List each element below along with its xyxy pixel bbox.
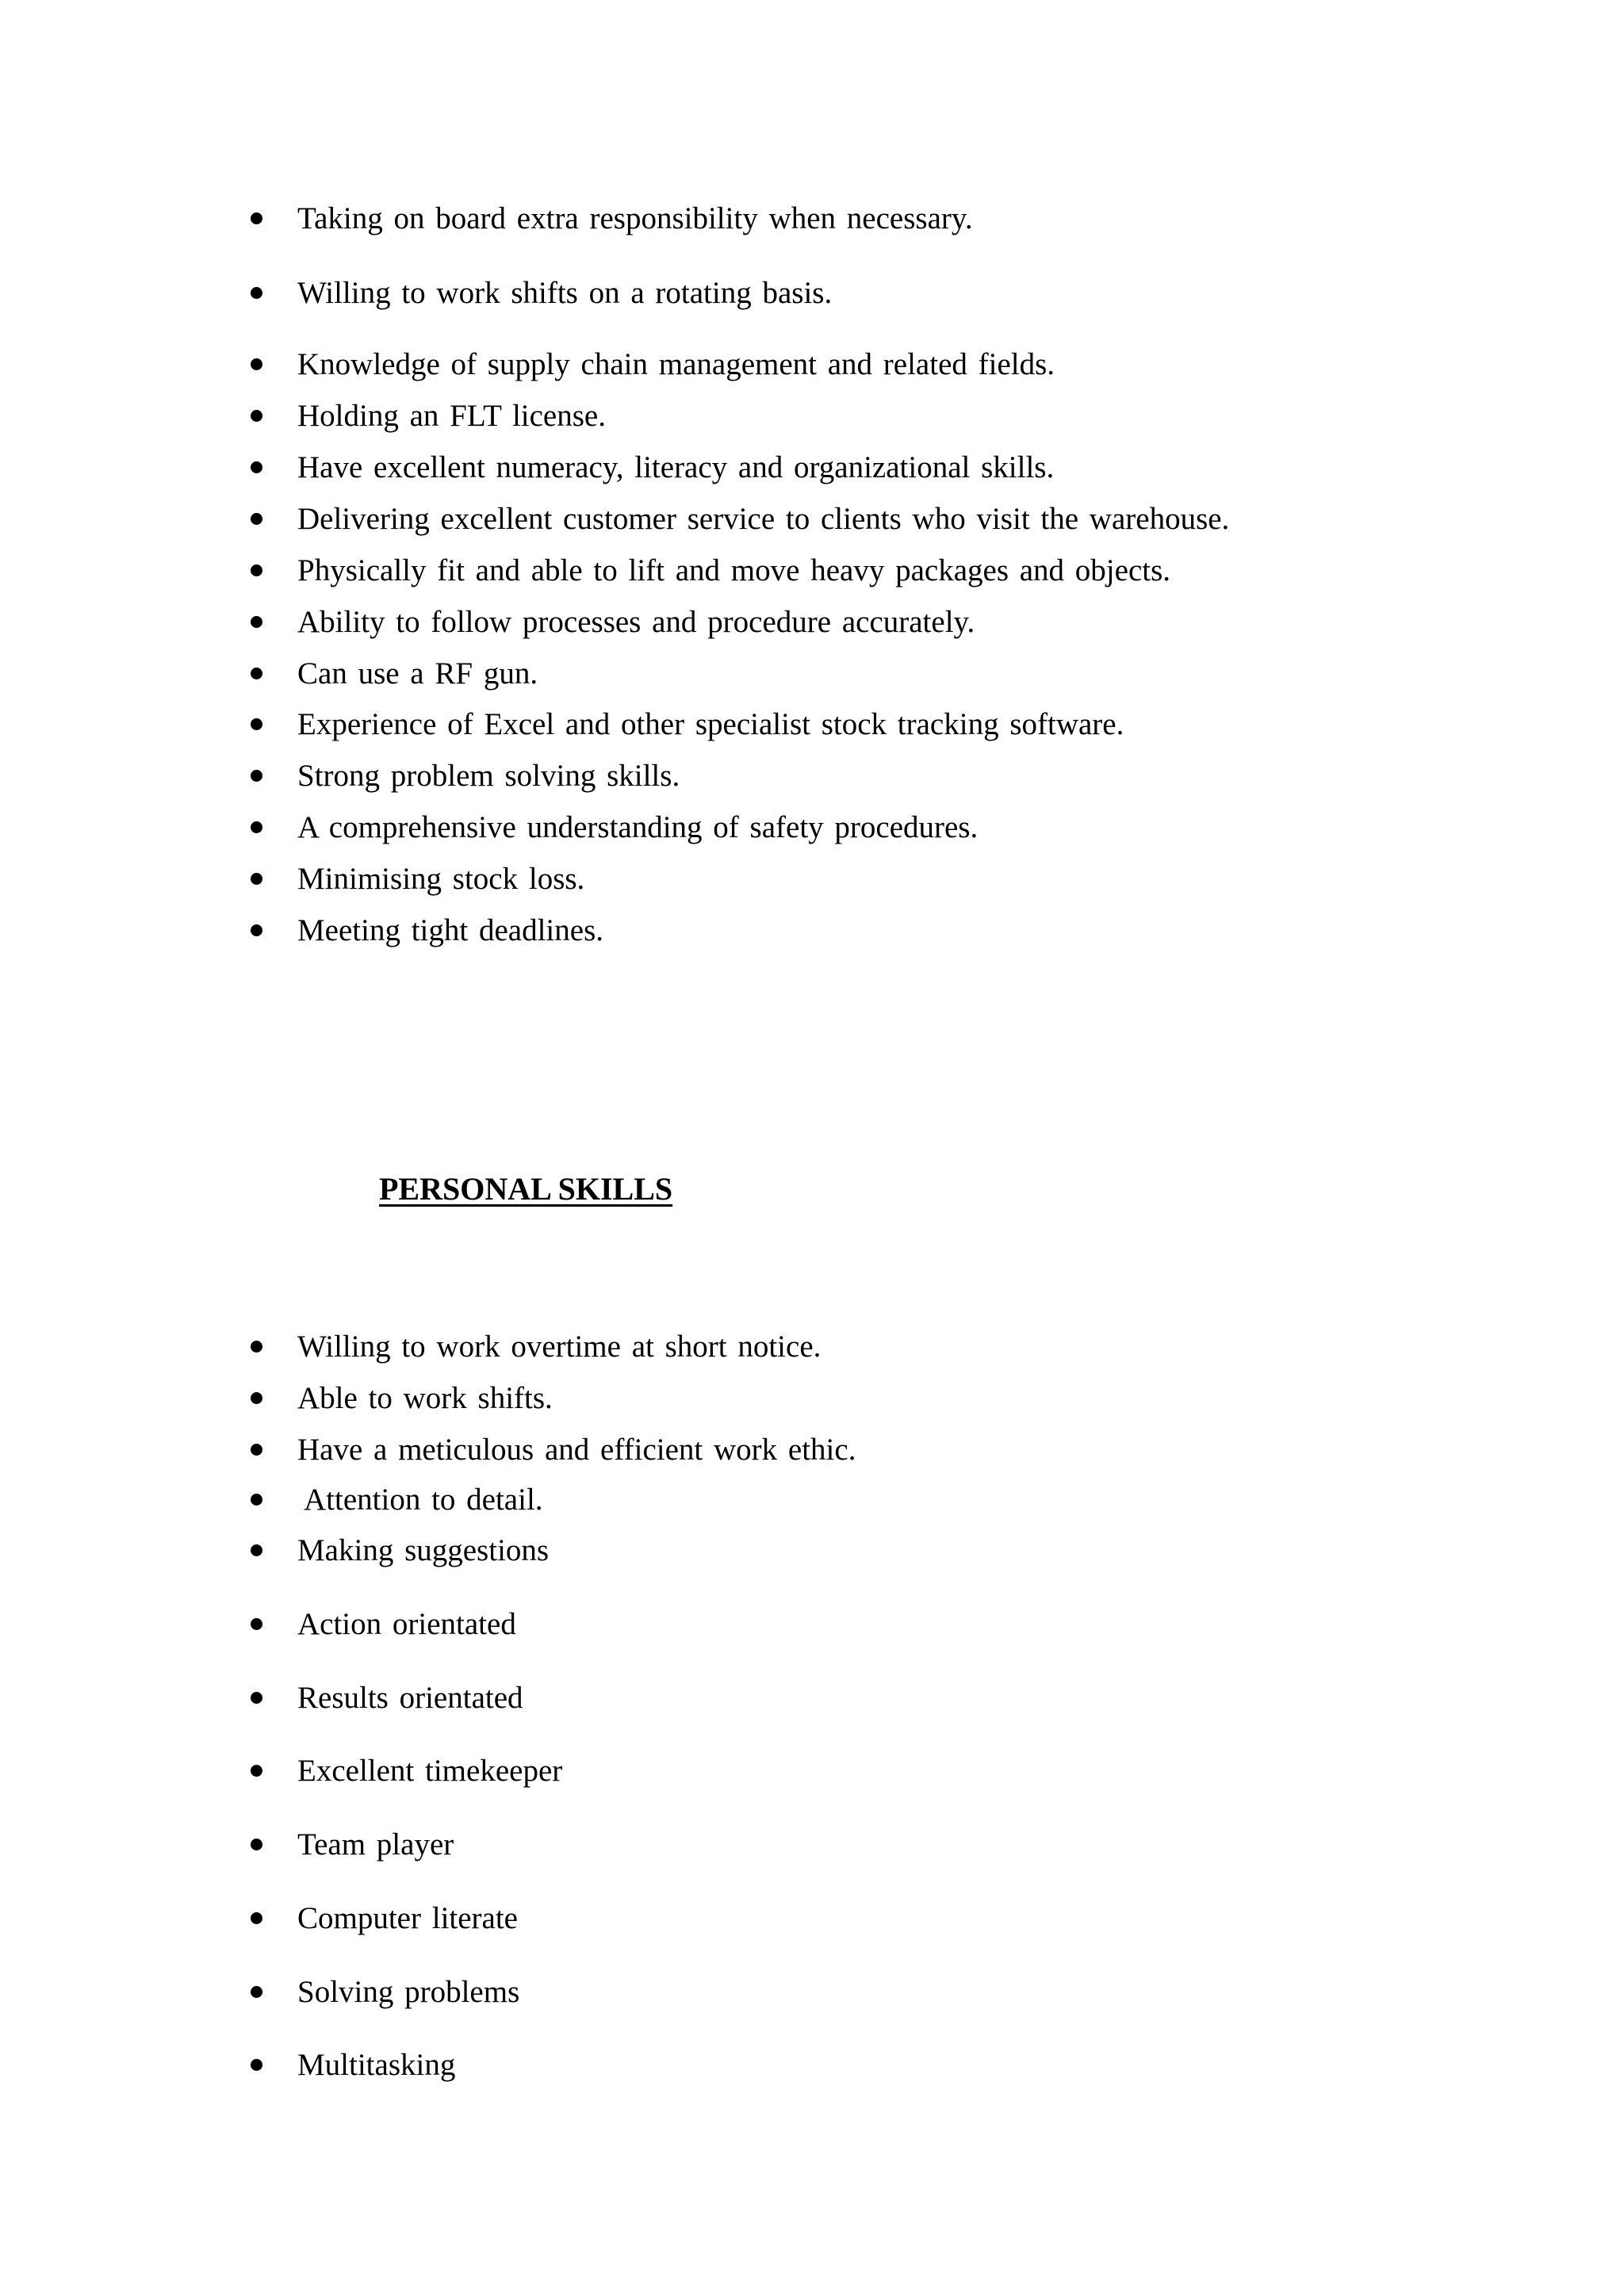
bullet-icon: [251, 410, 262, 422]
list-item-text: Results orientated: [297, 1681, 523, 1715]
bullet-icon: [251, 821, 262, 833]
bullet-icon: [251, 924, 262, 936]
list-item-text: Making suggestions: [297, 1533, 550, 1567]
list-item: [0, 1821, 1624, 1869]
bullet-icon: [251, 1912, 262, 1924]
bullet-icon: [251, 668, 262, 679]
list-item: [0, 444, 1624, 492]
list-item: [0, 195, 1624, 243]
list-item: [0, 270, 1624, 317]
bullet-icon: [251, 2059, 262, 2071]
list-item-text: Taking on board extra responsibility when necessary.: [297, 201, 973, 235]
list-item-text: Willing to work overtime at short notice.: [297, 1330, 822, 1364]
list-item: [0, 1601, 1624, 1648]
bullet-icon: [251, 212, 262, 224]
list-item-text: Experience of Excel and other specialist stock tracking software.: [297, 707, 1124, 741]
list-item-text: Knowledge of supply chain management and related fields.: [297, 347, 1055, 381]
list-item-text: Can use a RF gun.: [297, 656, 538, 691]
list-item-text: Ability to follow processes and procedure accurately.: [297, 605, 975, 639]
bullet-icon: [251, 1494, 262, 1506]
list-item-text: Holding an FLT license.: [297, 399, 606, 433]
bullet-icon: [251, 1692, 262, 1704]
list-item: [0, 855, 1624, 903]
list-item-text: Meeting tight deadlines.: [297, 913, 604, 947]
list-item-text: Solving problems: [297, 1975, 520, 2009]
list-item: [0, 1476, 1624, 1524]
bullet-icon: [251, 616, 262, 628]
list-item: [0, 1426, 1624, 1474]
list-item-text: Strong problem solving skills.: [297, 759, 680, 793]
list-item: [0, 650, 1624, 698]
list-item: [0, 1375, 1624, 1422]
list-item-text: A comprehensive understanding of safety procedures.: [297, 810, 979, 844]
list-item: [0, 392, 1624, 440]
list-item: [0, 599, 1624, 646]
list-item-text: Computer literate: [297, 1901, 518, 1935]
bullet-icon: [251, 1986, 262, 1998]
bullet-icon: [251, 770, 262, 782]
bullet-icon: [251, 1618, 262, 1630]
list-item-text: Attention to detail.: [304, 1483, 543, 1517]
bullet-icon: [251, 287, 262, 299]
list-item: [0, 1895, 1624, 1942]
list-item: [0, 701, 1624, 748]
bullet-icon: [251, 1392, 262, 1404]
bullet-icon: [251, 873, 262, 885]
list-item-text: Physically fit and able to lift and move heavy packages and objects.: [297, 553, 1171, 587]
list-item-text: Team player: [297, 1827, 454, 1862]
list-item-text: Action orientated: [297, 1607, 516, 1641]
list-item: [0, 1747, 1624, 1795]
list-item-text: Minimising stock loss.: [297, 862, 585, 896]
list-item: [0, 1527, 1624, 1575]
list-item: [0, 1969, 1624, 2016]
list-item: [0, 547, 1624, 595]
list-item: [0, 804, 1624, 851]
list-item: [0, 1323, 1624, 1371]
list-item: [0, 496, 1624, 543]
list-item-text: Able to work shifts.: [297, 1381, 553, 1415]
bullet-icon: [251, 564, 262, 576]
list-item-text: Delivering excellent customer service to clients who visit the warehouse.: [297, 502, 1230, 536]
bullet-icon: [251, 1341, 262, 1353]
section-heading: PERSONAL SKILLS: [379, 1171, 673, 1207]
bullet-icon: [251, 358, 262, 370]
bullet-icon: [251, 1544, 262, 1556]
list-item: [0, 1674, 1624, 1722]
list-item: [0, 752, 1624, 800]
bullet-icon: [251, 718, 262, 730]
bullet-icon: [251, 461, 262, 473]
bullet-icon: [251, 1839, 262, 1850]
bullet-icon: [251, 513, 262, 525]
list-item: [0, 341, 1624, 388]
list-item-text: Willing to work shifts on a rotating basis.: [297, 276, 833, 310]
list-item-text: Excellent timekeeper: [297, 1754, 563, 1788]
list-item-text: Have excellent numeracy, literacy and organizational skills.: [297, 450, 1055, 484]
list-item: [0, 2042, 1624, 2089]
bullet-icon: [251, 1765, 262, 1777]
list-item-text: Have a meticulous and efficient work ethic.: [297, 1433, 856, 1467]
list-item-text: Multitasking: [297, 2048, 456, 2082]
bullet-icon: [251, 1444, 262, 1456]
list-item: [0, 907, 1624, 955]
